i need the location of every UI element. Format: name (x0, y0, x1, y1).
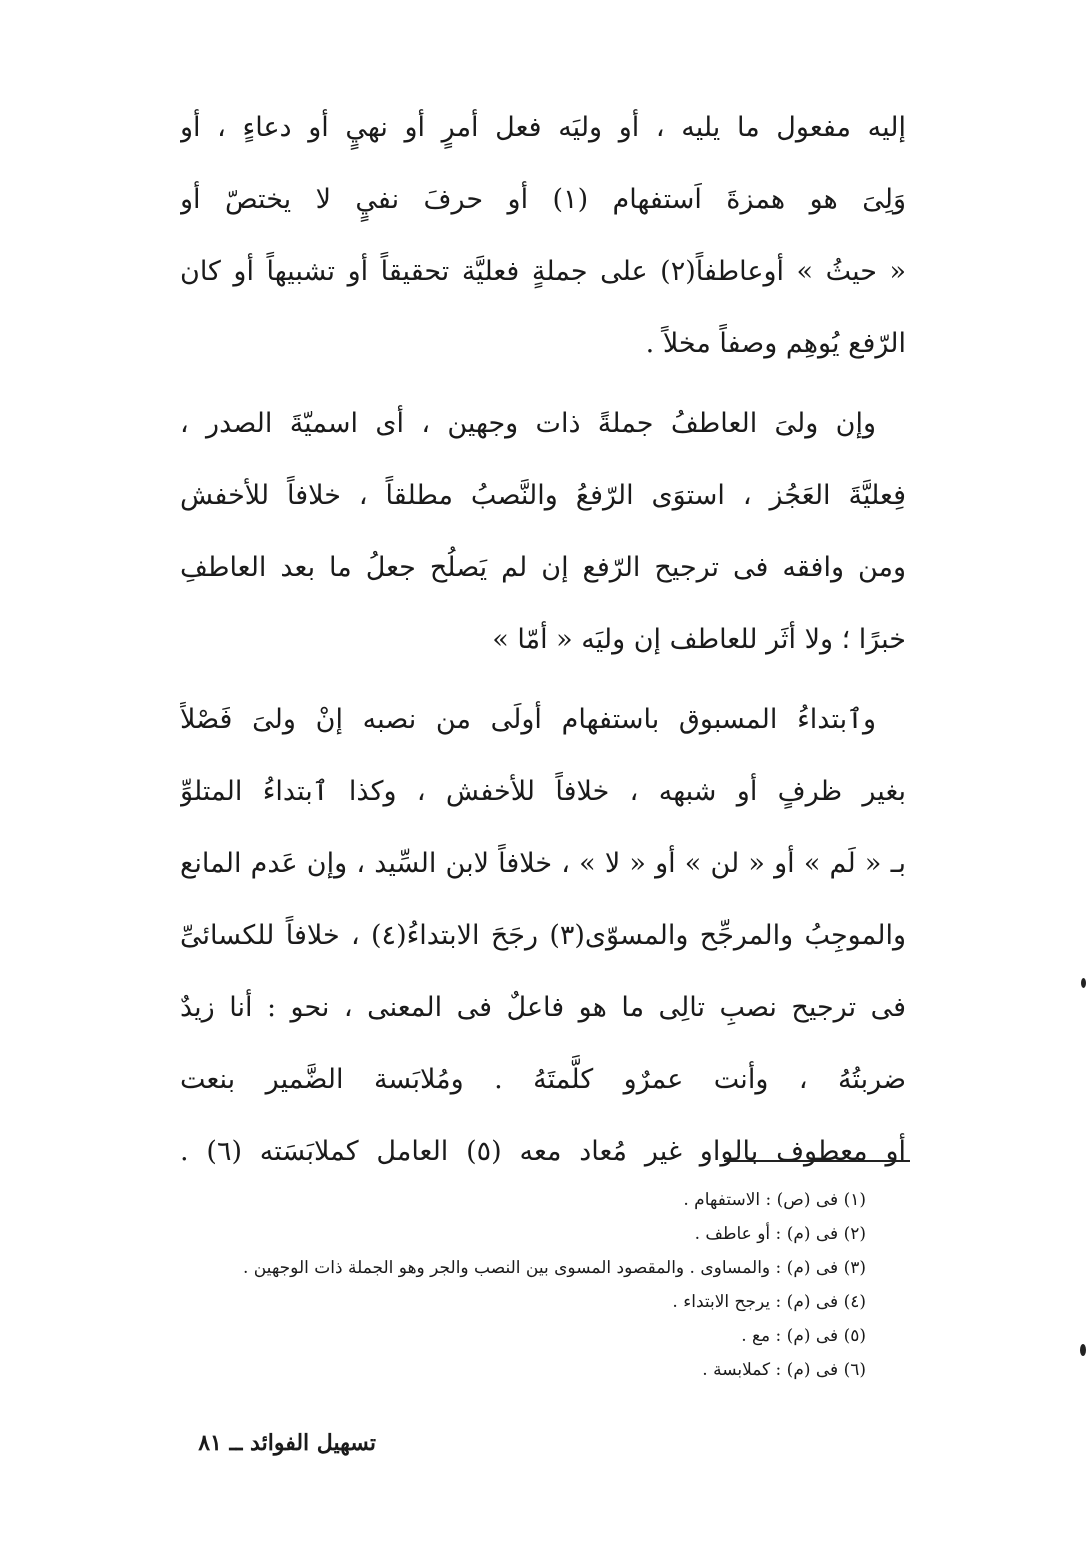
footnote-4: (٤) فى (م) : يرجح الابتداء . (672, 1292, 866, 1312)
paragraph-3 (180, 684, 906, 1188)
text-line: فى ترجيح نصبِ تالِى ما هو فاعلٌ فى المعنى ، نحو : أنا زيدٌ (180, 992, 906, 1023)
footnote-1: (١) فى (ص) : الاستفهام . (683, 1190, 866, 1210)
main-text (180, 92, 906, 1188)
paragraph-gap (180, 676, 906, 684)
running-footer: تسهيل الفوائد ــ ٨١ (198, 1430, 376, 1456)
text-line: إليه مفعول ما يليه ، أو وليَه فعل أمرٍ أو نهيٍ أو دعاءٍ ، أو (180, 112, 906, 143)
paragraph-1 (180, 92, 906, 380)
text-line: بـ « لَم » أو « لن » أو « لا » ، خلافاً لابن السِّيد ، وإن عَدم المانع (180, 848, 906, 879)
text-line: « حيثُ » أوعاطفاً(٢) على جملةٍ فعليَّة تحقيقاً أو تشبيهاً أو كان (180, 256, 906, 287)
text-line: وَلِىَ هو همزةَ اَستفهام (١) أو حرفَ نفيٍ لا يختصّ أو (180, 184, 906, 215)
paragraph-2 (180, 388, 906, 676)
footnote-6: (٦) فى (م) : كملابسة . (702, 1360, 866, 1380)
text-line: وإن ولىَ العاطفُ جملةً ذات وجهين ، أى اسميّةَ الصدر ، (180, 408, 876, 439)
scan-speck (1081, 978, 1086, 988)
footnote-separator (724, 1160, 910, 1162)
paragraph-gap (180, 380, 906, 388)
text-line: ضربتُهُ ، وأنت عمرٌو كلَّمتَهُ . ومُلابَسة الضَّمير بنعت (180, 1064, 906, 1095)
text-line: أو معطوف بالواو غير مُعاد معه (٥) العامل كملابَسَته (٦) . (180, 1136, 906, 1167)
footnote-3: (٣) فى (م) : والمساوى . والمقصود المسوى بين النصب والجر وهو الجملة ذات الوجهين . (242, 1258, 866, 1278)
text-line: وٱبتداءُ المسبوق باستفهام أولَى من نصبه إنْ ولىَ فَصْلاً (180, 704, 876, 735)
text-line: بغير ظرفٍ أو شبهه ، خلافاً للأخفش ، وكذا ٱبتداءُ المتلوِّ (180, 776, 906, 807)
footnotes (166, 1183, 866, 1387)
text-line: الرّفع يُوهِم وصفاً مخلاً . (645, 328, 906, 359)
footnote-2: (٢) فى (م) : أو عاطف . (694, 1224, 866, 1244)
text-line: ومن وافقه فى ترجيح الرّفع إن لم يَصلُح جعلُ ما بعد العاطفِ (180, 552, 906, 583)
scan-speck (1080, 1344, 1086, 1356)
footnote-5: (٥) فى (م) : مع . (741, 1326, 866, 1346)
text-line: فِعليَّةَ العَجُز ، استوَى الرّفعُ والنَّصبُ مطلقاً ، خلافاً للأخفش (180, 480, 906, 511)
text-line: خبرًا ؛ ولا أثَر للعاطف إن وليَه « أمّا » (492, 624, 906, 655)
text-line: والموجِبُ والمرجِّح والمسوّى(٣) رجَحَ الابتداءُ(٤) ، خلافاً للكسائىِّ (180, 920, 906, 951)
